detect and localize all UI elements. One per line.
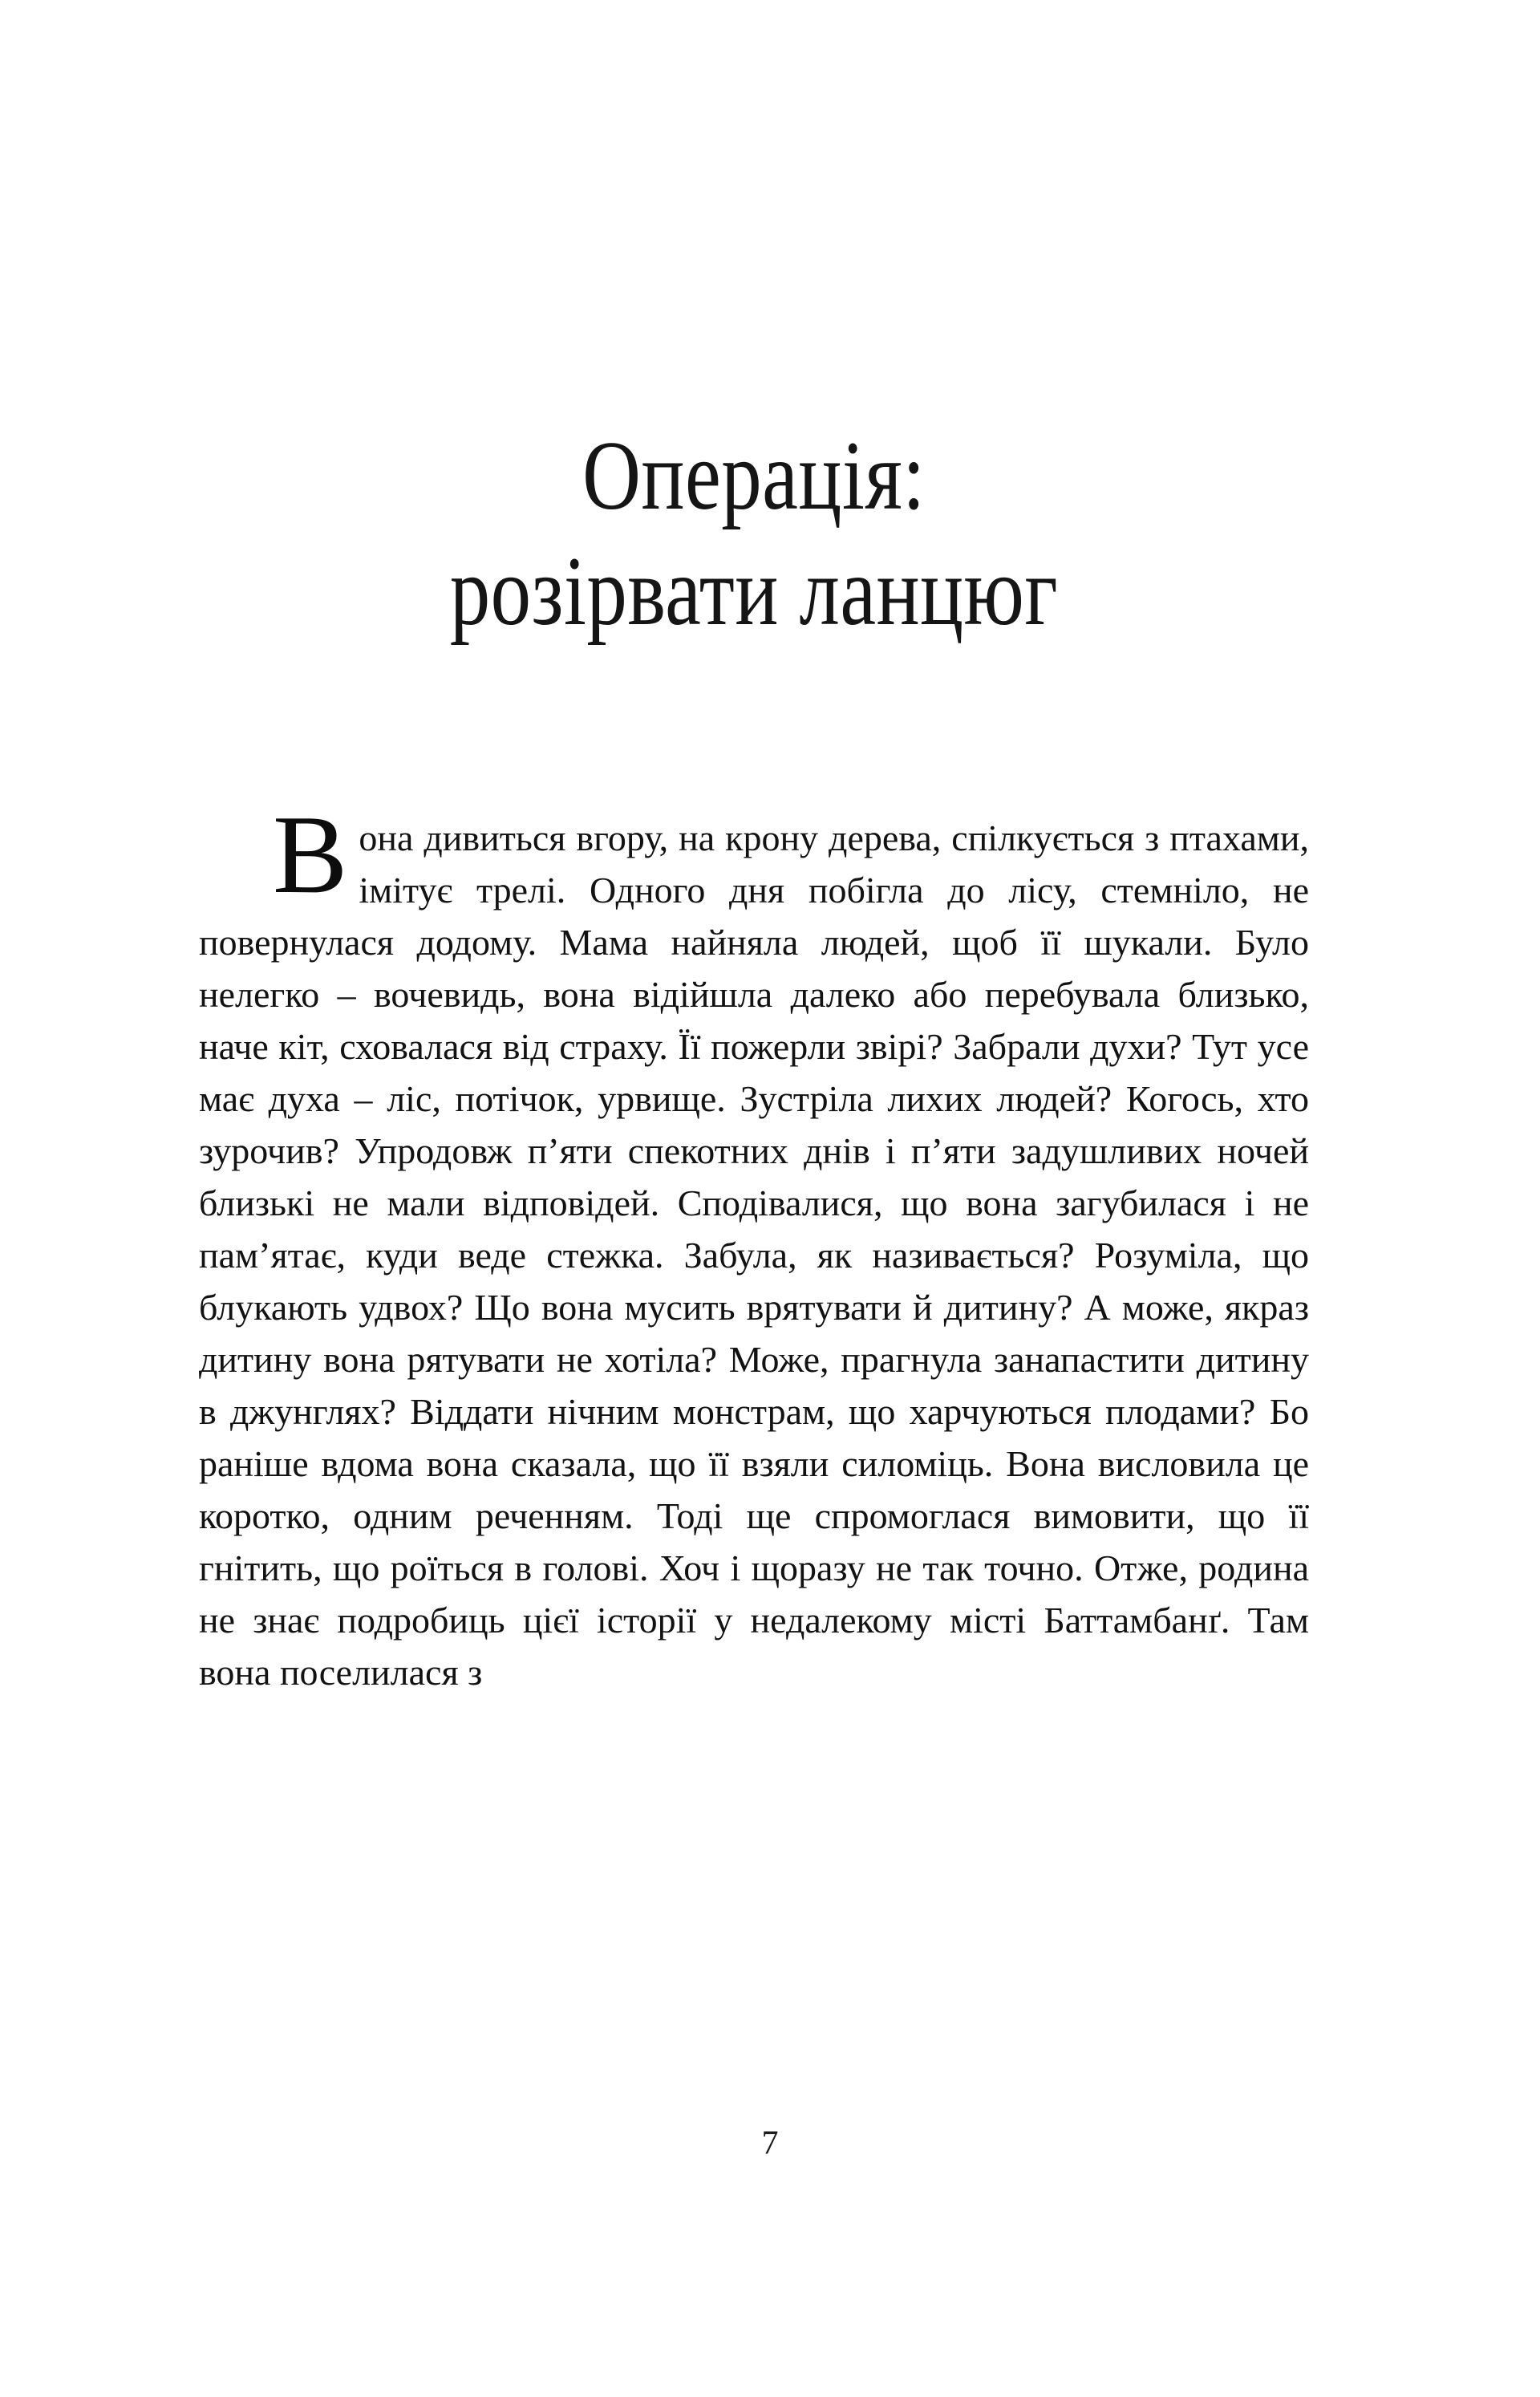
chapter-title-line-1: Операція: [582,421,926,530]
drop-cap: В [273,793,348,917]
body-paragraph [199,793,1309,1698]
body-paragraph-text: она дивиться вгору, на крону дерева, спілкується з птахами, імітує трелі. Одного дня побігла до лісу, стемніло, не повернулася додому. Мама найняла людей, щоб її шукали. Було нелегко – вочевидь, вона відійшла далеко або перебувала близько, наче кіт, сховалася від страху. Її пожерли звірі? Забрали духи? Тут усе має духа – ліс, потічок, урвище. Зустріла лихих людей? Когось, хто зурочив? Упродовж п’яти спекотних днів і п’яти задушливих ночей близькі не мали відповідей. Сподівалися, що вона загубилася і не пам’ятає, куди веде стежка. Забула, як називається? Розуміла, що блукають удвох? Що вона мусить врятувати й дитину? А може, якраз дитину вона рятувати не хотіла? Може, прагнула занапастити дитину в джунглях? Віддати нічним монстрам, що харчуються плодами? Бо раніше вдома вона сказала, що її взяли силоміць. Вона висловила це коротко, одним реченням. Тоді ще спромоглася вимовити, що її гнітить, що роїться в голові. Хоч і щоразу не так точно. Отже, родина не знає подробиць цієї історії у недалекому місті Баттамбанґ. Там вона поселилася з [199,817,1309,1693]
body-text-block [199,793,1309,1698]
page-number: 7 [761,2125,779,2162]
page-title [199,419,1309,646]
chapter-title-line-2: розірвати ланцюг [449,537,1059,646]
